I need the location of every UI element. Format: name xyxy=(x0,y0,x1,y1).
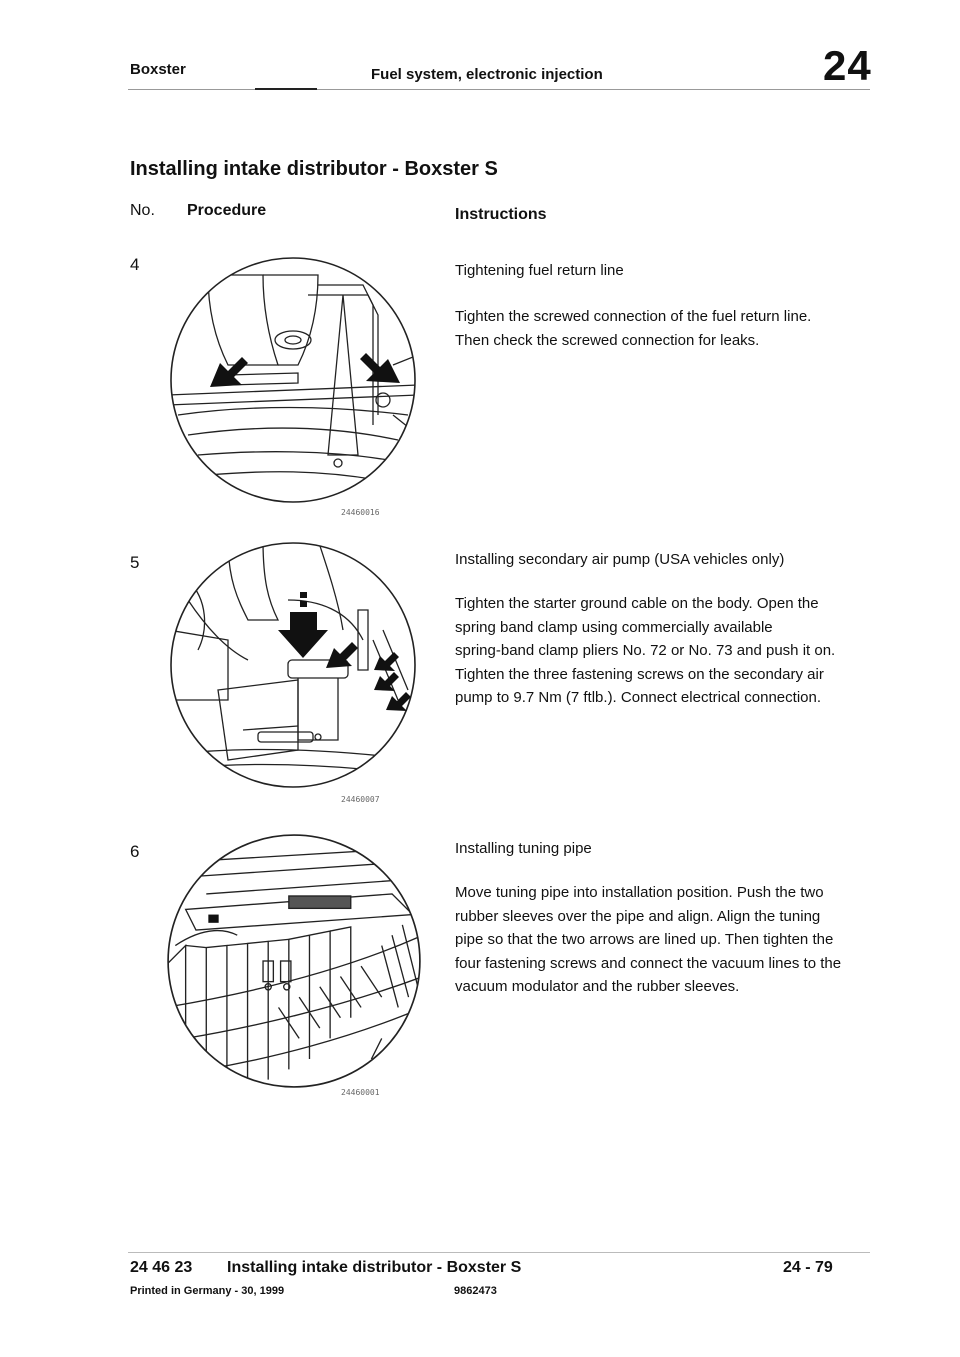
secondary-air-pump-illustration xyxy=(168,540,418,790)
fuel-return-line-illustration xyxy=(168,255,418,505)
header-model: Boxster xyxy=(130,61,186,78)
footer-title: Installing intake distributor - Boxster S xyxy=(227,1259,522,1276)
footer-printed: Printed in Germany - 30, 1999 xyxy=(130,1285,285,1297)
instruction-line: vacuum modulator and the rubber sleeves. xyxy=(455,978,740,995)
instruction-line: four fastening screws and connect the vacuum lines to the xyxy=(455,954,842,972)
column-header-instructions: Instructions xyxy=(455,206,547,223)
instruction-line: spring-band clamp pliers No. 72 or No. 73 and push it on. xyxy=(455,642,836,659)
figure-code: 24460001 xyxy=(341,1088,380,1097)
step-subtitle: Tightening fuel return line xyxy=(455,262,624,279)
step-number: 5 xyxy=(130,553,140,572)
footer-rule xyxy=(128,1252,870,1253)
instruction-line: rubber sleeves over the pipe and align. Align the tuning xyxy=(455,907,821,925)
step-subtitle: Installing secondary air pump (USA vehicles only) xyxy=(455,551,785,568)
step-number: 4 xyxy=(130,255,140,274)
column-header-no: No. xyxy=(130,202,155,219)
header-rule xyxy=(128,89,870,90)
figure-code: 24460016 xyxy=(341,508,380,517)
instruction-line: spring band clamp using commercially available xyxy=(455,618,773,636)
step-subtitle: Installing tuning pipe xyxy=(455,840,592,857)
figure-code: 24460007 xyxy=(341,795,380,804)
column-header-procedure: Procedure xyxy=(187,202,267,219)
instruction-line: pump to 9.7 Nm (7 ftlb.). Connect electrical connection. xyxy=(455,689,822,706)
instruction-line: Tighten the screwed connection of the fuel return line. xyxy=(455,308,812,325)
header-rule-accent xyxy=(255,88,317,90)
header-group-number: 24 xyxy=(823,42,872,89)
page-title: Installing intake distributor - Boxster S xyxy=(130,158,498,180)
step-instructions xyxy=(455,592,855,710)
instruction-line: Then check the screwed connection for leaks. xyxy=(455,331,760,349)
step-number: 6 xyxy=(130,842,140,861)
instruction-line: Tighten the three fastening screws on the secondary air xyxy=(455,665,824,683)
step-instructions xyxy=(455,881,855,999)
instruction-line: Move tuning pipe into installation position. Push the two xyxy=(455,884,824,901)
instruction-line: pipe so that the two arrows are lined up. Then tighten the xyxy=(455,931,834,948)
footer-code: 24 46 23 xyxy=(130,1259,193,1276)
step-instructions xyxy=(455,305,855,352)
tuning-pipe-illustration xyxy=(165,832,423,1090)
header-section-title: Fuel system, electronic injection xyxy=(371,66,603,83)
page-number: 24 - 79 xyxy=(783,1259,833,1276)
instruction-line: Tighten the starter ground cable on the body. Open the xyxy=(455,595,819,612)
footer-part-number: 9862473 xyxy=(454,1285,497,1297)
